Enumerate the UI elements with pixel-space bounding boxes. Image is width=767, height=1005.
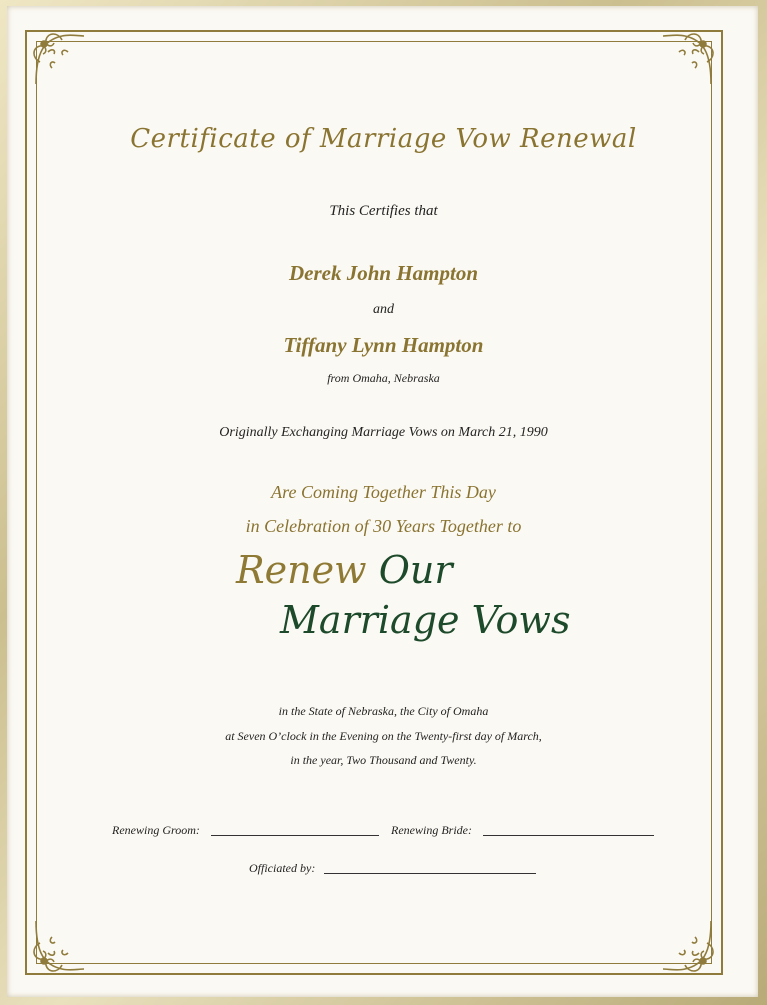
corner-flourish-icon (22, 919, 86, 983)
certificate-title: Certificate of Marriage Vow Renewal (130, 124, 637, 154)
marriage-vows-heading: Marriage Vows (280, 598, 571, 642)
location-line-3: in the year, Two Thousand and Twenty. (290, 753, 477, 767)
groom-name: Derek John Hampton (288, 261, 479, 285)
location-line-1: in the State of Nebraska, the City of Omaha (278, 704, 489, 718)
original-vows-text: Originally Exchanging Marriage Vows on March 21, 1990 (219, 425, 548, 440)
renew-word: Renew (236, 548, 367, 592)
renew-our-heading (236, 548, 452, 592)
corner-flourish-icon (661, 22, 725, 86)
officiant-signature-line[interactable] (324, 873, 536, 874)
hometown-text: from Omaha, Nebraska (327, 371, 440, 385)
bride-signature-line[interactable] (483, 835, 654, 836)
bride-name: Tiffany Lynn Hampton (283, 333, 484, 357)
certifies-text: This Certifies that (329, 203, 438, 219)
corner-flourish-icon (661, 919, 725, 983)
our-word: Our (378, 548, 453, 592)
celebration-line: in Celebration of 30 Years Together to (245, 516, 522, 536)
coming-together-line: Are Coming Together This Day (271, 482, 496, 502)
groom-signature-line[interactable] (211, 835, 379, 836)
corner-flourish-icon (22, 22, 86, 86)
location-line-2: at Seven O’clock in the Evening on the Twenty-first day of March, (225, 729, 542, 743)
and-text: and (373, 302, 394, 317)
officiant-signature-label: Officiated by: (249, 861, 316, 875)
groom-signature-label: Renewing Groom: (112, 823, 200, 837)
bride-signature-label: Renewing Bride: (391, 823, 472, 837)
